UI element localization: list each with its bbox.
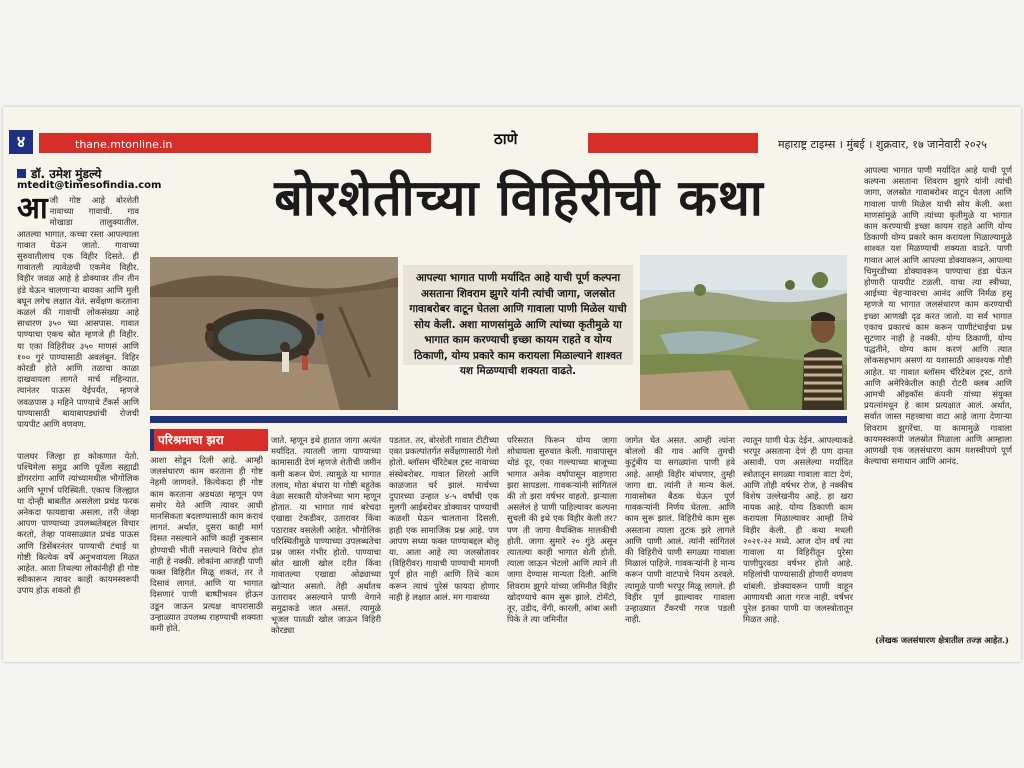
article-column-4: पडतात. तर, बोरशेती गावात टीटीच्या एका प्रकल्पांतर्गत सर्वेक्षणासाठी गेलो होतो. ब्लॉसम चॅरिटेबल ट्रस्ट नावाच्या संस्थेबरोबर. गावात शिरलो आणि काळजात चर्र झालं. मार्चच्या दुपारच्या उन्हात ४-५ वर्षांची एक मुलगी आईबरोबर डोक्यावर पाण्याची कळशी घेऊन चालताना दिसली. हाही एक सामाजिक प्रश्न आहे. पण आपण सध्या फक्त पाण्याबद्दल बोलू या. आता आहे त्या जलस्रोतावर (विहिरीवर) गावाची पाण्याची मागणी पूर्ण होत नाही आणि तिथे काम करून त्याचं पुरेसं फायदा होणार नाही हे लक्षात आलं. मग गावाच्या <box>389 435 499 602</box>
well-construction-photo <box>150 257 398 410</box>
headline: बोरशेतीच्या विहिरीची कथा <box>274 169 764 227</box>
farmer-portrait-photo <box>640 255 847 410</box>
article-column-1 <box>17 195 139 439</box>
page-number: ४ <box>9 130 33 154</box>
pull-quote: आपल्या भागात पाणी मर्यादित आहे याची पूर्ण कल्पना असताना शिवराम झुगरे यांनी त्यांची जागा, जलस्रोत गावाबरोबर वाटून घेतला आणि गावाला पाणी मिळेल याची सोय केली. अशा माणसांमुळे आणि त्यांच्या कृतीमुळे या भागात काम करण्याची इच्छा कायम राहते व योग्य ठिकाणी, योग्य प्रकारे काम करायला मिळाल्याने शाश्वत यश मिळण्याची शक्यता वाढते. <box>403 265 633 365</box>
article-column-6: जागेत घेत असत. आम्ही त्यांना बोललो की गाव आणि तुमची कुटुंबीय या सगळ्यांना पाणी हवे आहे. आम्ही विहीर बांधणार, तुम्ही जागा द्या. त्यांनी ते मान्य केलं. गावासोबत बैठक घेऊन पूर्ण गावकऱ्यांनी निर्णय घेतला. आणि काम सुरू झालं. विहिरीचे काम सुरू असताना त्याला तुटक झरे लागले आणि पाणी आलं. त्यांनी सांगितलं की विहिरीचे पाणी सगळ्या गावाला मिळालं पाहिजे. गावकऱ्यांनी हे मान्य करून पाणी वाटपाचे नियम ठरवले. त्यामुळे पाणी भरपूर मिळू लागले. ही विहीर पूर्ण झाल्यावर गावाला उन्हाळ्यात टँकरची गरज पडली नाही. <box>625 435 735 625</box>
section-title: ठाणे <box>494 130 518 148</box>
article-column-5: परिसरात फिरून योग्य जागा शोधायला सुरुवात केली. गावापासून थोडं दूर, एका गल्ल्याच्या बाजूच्या भागात अनेक वर्षांपासून वाहणारा झरा सापडला. गावकऱ्यांनी सांगितलं की तो झरा वर्षभर वाहतो. झऱ्याला असलेलं हे पाणी पाहिल्यावर कल्पना सुचली की इथे एक विहीर केली तर? पण ती जागा वैयक्तिक मालकीची होती. जागा सुमारे २० गुंठे असून त्यातल्या काही भागात शेती होती. त्याला जाऊन भेटलो आणि त्याने ती जागा देण्यास मान्यता दिली. आणि शिवराम झुगरे यांच्या जमिनीत विहीर खोदण्याचे काम सुरू झाले. टोमॅटो, तूर, उडीद, वेंगी, कारली, आंबा अशी पिके ते त्या जमिनीत <box>507 435 617 625</box>
newspaper-page <box>3 107 1021 662</box>
article-column-7: त्यातून पाणी घेऊ देईन. आपल्याकडे भरपूर असताना देणं ही पण दानत असावी. पण असलेल्या मर्यादित स्त्रोतातून सगळ्या गावाला वाटा देणं, आणि तोही वर्षभर रोज, हे नक्कीच विशेष उल्लेखनीय आहे. हा खरा नायक आहे. योग्य ठिकाणी काम करायला मिळाल्यावर आम्ही तिथे विहीर केली. ही कथा मधली २०२१-२२ मध्ये. आज दोन वर्षं त्या गावाला या विहिरीतून पुरेसा पाणीपुरवठा वर्षभर होतो आहे. महिलांची पाण्यासाठी होणारी वणवण थांबली. डोक्यावरून पाणी वाहून आणायची आता गरज नाही. वर्षभर पुरेल इतका पाणी या जलस्त्रोतातून मिळत आहे. <box>743 435 853 625</box>
article-column-2: आशा सोडून दिली आहे. आम्ही जलसंधारण काम करताना ही गोष्ट नेहमी जाणवते. कित्येकदा ही गोष्ट काम करताना अडथळा म्हणून पण समोर येते आणि त्यावर आधी मानसिकता बदलण्यासाठी काम करावं लागतं. अर्थात, दुसरा काही मार्ग दिसत नसल्याने आणि काही नुकसान होण्याची भीती नसल्याने विरोध होत नाही हे नक्की. लोकांना आजही पाणी फक्त विहिरीत मिळू शकतं, तर ते दिसावं लागतं. आणि या भागात दिसणारं पाणी बाष्पीभवन होऊन उडून जाऊन प्रत्यक्ष वापरासाठी उन्हाळ्यात उपलब्ध राहण्याची शक्यता कमी होते. <box>150 455 263 634</box>
site-url: thane.mtonline.in <box>75 138 173 151</box>
author-name: डॉ. उमेश मुंडल्ये <box>17 165 101 182</box>
header-red-bar-right <box>588 133 758 153</box>
article-column-3: जाते. म्हणून इथे हातात जागा अत्यंत मर्यादित. त्यातली जागा पाण्याच्या कामासाठी देणं म्हणजे शेतीची जमीन कमी करून घेणं. त्यामुळे या भागात तलाव, मोठा बंधारा या गोष्टी बहुतेक वेळा सरकारी योजनेच्या भाग म्हणून होतात. या भागात गावं बरेचदा एखाद्या टेकडीवर, उतारावर किंवा पठारावर वसलेली आहेत. भौगोलिक परिस्थितीमुळे पाण्याच्या उपलब्धतेचा प्रश्न जास्त गंभीर होतो. पाण्याचा स्रोत खाली खोल दरीत किंवा गावातल्या एखाद्या ओढ्याच्या खोऱ्यात असतो. तेही अर्थातच उतारावर असल्याने पाणी वेगाने समुद्राकडे जात असतं. त्यामुळे भूजल पातळी खोल जाऊन विहिरी कोरड्या <box>271 435 381 636</box>
author-note: (लेखक जलसंधारण क्षेत्रातील तज्ज्ञ आहेत.) <box>875 635 1009 645</box>
article-column-8: आपल्या भागात पाणी मर्यादित आहे याची पूर्ण कल्पना असताना शिवराम झुगरे यांनी त्यांची जागा, जलस्रोत गावाबरोबर वाटून घेतला आणि गावाला पाणी मिळेल याची सोय केली. अशा माणसांमुळे आणि त्यांच्या कृतीमुळे या भागात काम करण्याची इच्छा कायम राहते आणि योग्य ठिकाणी योग्य प्रकारे काम करायला मिळाल्यामुळे शाश्वत यश मिळण्याची शक्यता वाढते. पाणी गावात आलं आणि आपल्या डोक्यावरून, आपल्या चिमुरडीच्या डोक्यावरून पाण्याचा हंडा घेऊन होणारी पायपीट टळली. याचा त्या स्त्रीच्या, आईच्या चेहऱ्यावरचा आनंद आणि निर्मळ हसू म्हणजे या भागात जलसंधारण काम करण्याची इच्छा आणखी दृढ करत जातो. या सर्व भागात एकाच प्रकारचं काम करून पाणीटंचाईचा प्रश्न सुटणार नाही हे नक्की. योग्य ठिकाणी, योग्य पद्धतीने, योग्य काम करणं आणि त्यात लोकसहभाग असणं या यशासाठी आवश्यक गोष्टी आहेत. या गावात ब्लॉसम चॅरिटेबल ट्रस्ट, ठाणे आणि अमेरिकेतील काही रोटरी क्लब आणि आमची ऑइकॉस कंपनी यांच्या संयुक्त प्रयत्नांमधून हे काम प्रत्यक्षात आलं. अर्थात, सर्वात जास्त महत्त्वाचा वाटा आहे जागा देणाऱ्या शिवराम झुगरेंचा. या कामामुळे गावाला कायमस्वरूपी जलस्रोत मिळाला आणि आम्हाला आणखी एक जलसंधारण काम यशस्वीपणे पूर्ण केल्याचा समाधान आणि आनंद. <box>864 165 1012 467</box>
article-column-1-continued: पालघर जिल्हा हा कोकणात येतो. पश्चिमेला समुद्र आणि पूर्वेला सह्याद्री डोंगररांगा आणि त्यांच्यामधील भौगोलिक आणि भूगर्भ परिस्थिती. एकाच जिल्ह्यात या दोन्ही बाबतीत असलेला प्रचंड फरक अनेकदा फायद्याचा असला, तरी जेव्हा आपण पाण्याच्या उपलब्धतेबद्दल विचार करतो, तेव्हा पावसाळ्यात प्रचंड पाऊस आणि डिसेंबरनंतर पाण्याची टंचाई या गोष्टी कित्येक वर्षे अनुभवायला मिळत आहेत. आता तिथल्या लोकांनीही ही गोष्ट स्वीकारून त्यावर काही कायमस्वरूपी उपाय होऊ शकतो ही <box>17 451 139 596</box>
column-1-text: जी गोष्ट आहे बोरशेती नावाच्या गावाची. गाव मोखाडा तालुक्यातील. आतल्या भागात. कच्चा रस्ता आपल्याला गावात घेऊन जातो. गावाच्या सुरुवातीलाच एक विहीर दिसते. ही गावातली त्यावेळची एकमेव विहीर. विहीर जवळ आहे हे डोक्यावर तीन तीन हंडे घेऊन चालणाऱ्या बायका आणि मुली बघून लगेच लक्षात येतं. सर्वेक्षण करताना कळलं की गावाची लोकसंख्या आहे साधारण ३५० च्या आसपास. गावात पाण्याचा एकच स्रोत म्हणजे ही विहीर. या एका विहिरीवर ३५० माणसं आणि १०० गुरं पाण्यासाठी अवलंबून. विहिर कोरडी होते आणि तळाचा काळा दाखवायला लागते मार्च महिन्यात. त्यानंतर पाऊस येईपर्यंत, म्हणजे जवळपास ३ महिने पाण्याचे टँकर्स आणि पाण्यासाठी बायाबापड्यांची रोजची पायपीट आणि वणवण. <box>17 195 139 430</box>
navy-divider <box>150 416 847 423</box>
drop-cap: आ <box>17 195 48 226</box>
subheading: परिश्रमाचा झरा <box>150 429 268 451</box>
author-email: mtedit@timesofindia.com <box>17 180 162 191</box>
dateline: महाराष्ट्र टाइम्स । मुंबई । शुक्रवार, १७ जानेवारी २०२५ <box>777 138 987 151</box>
